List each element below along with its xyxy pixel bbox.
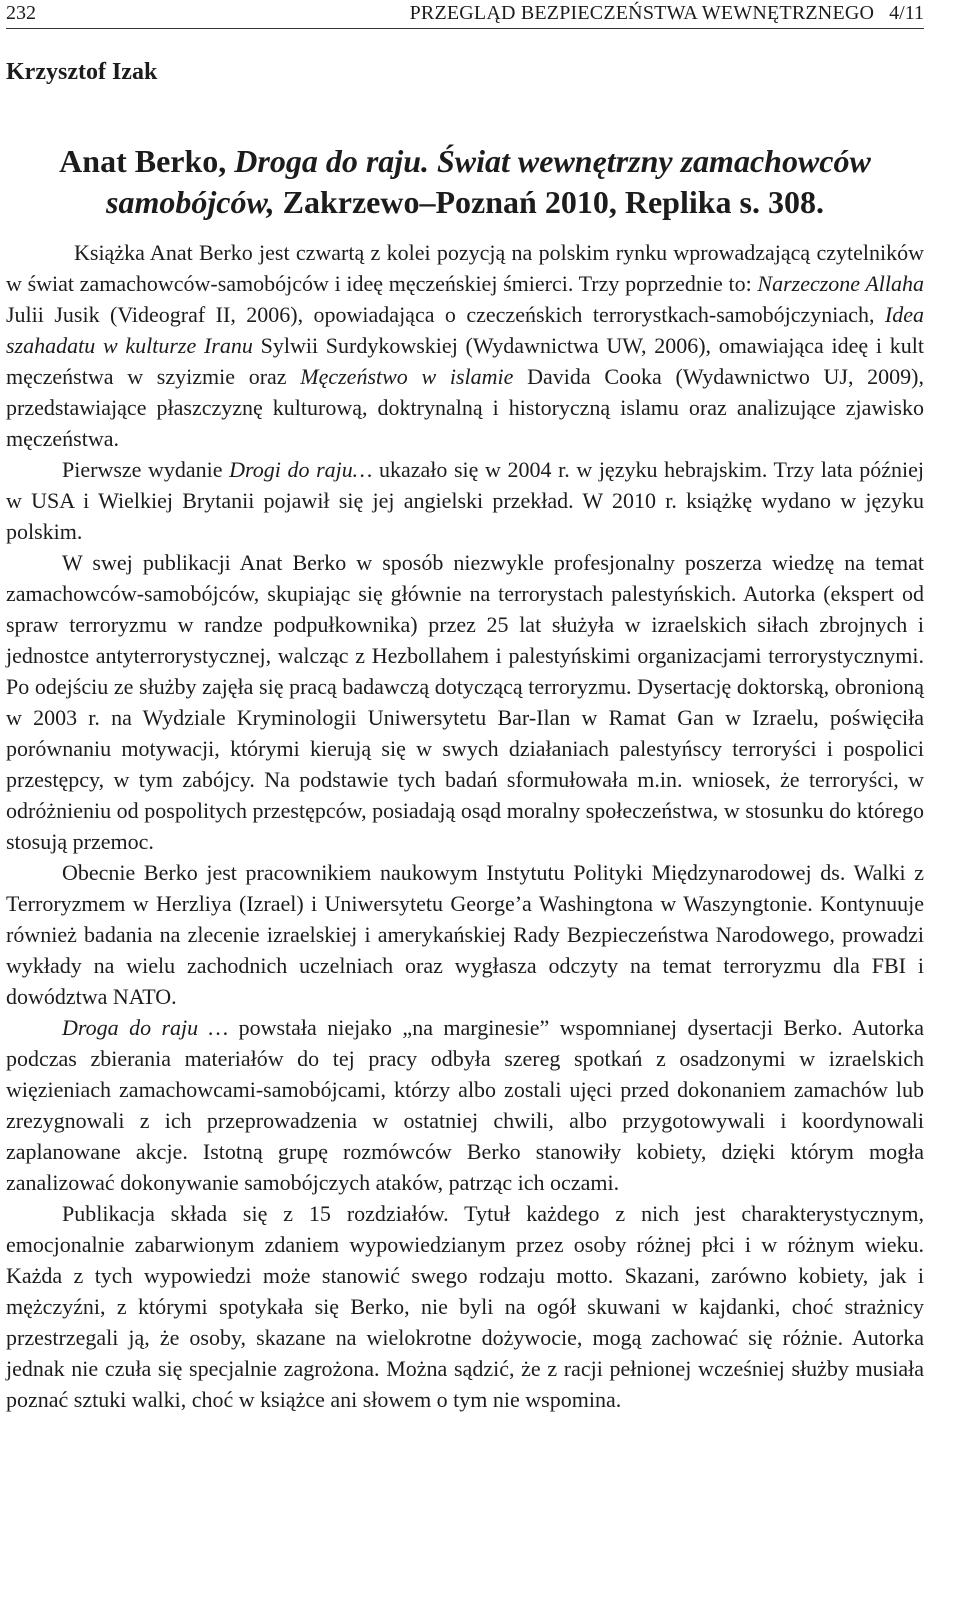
- running-header: [6, 0, 924, 29]
- paragraph-5-text: powstała niejako „na marginesie” wspomnianej dysertacji Berko. Autorka podczas zbierania materiałów do tej pracy odbyła szereg spotkań z osadzonymi w izraelskich więzieniach zamachowcami-samobójcami, którzy albo zostali ujęci przed dokonaniem zamachów lub zrezygnowali z ich przeprowadzenia w ostatniej chwili, albo przygotowywali i koordynowali zaplanowane akcje. Istotną grupę rozmówców Berko stanowiły kobiety, dzięki którym mogła zanalizować dokonywanie samobójczych ataków, patrząc ich oczami.: [6, 1015, 924, 1195]
- title-publication-info: Zakrzewo–Poznań 2010, Replika s. 308.: [274, 184, 824, 220]
- journal-title: PRZEGLĄD BEZPIECZEŃSTWA WEWNĘTRZNEGO: [409, 2, 875, 24]
- issue-number: 4/11: [889, 2, 924, 24]
- review-title: [6, 141, 924, 223]
- book-title-narzeczone: Narzeczone Allaha: [757, 271, 924, 296]
- page-number: 232: [6, 2, 36, 24]
- paragraph-4: Obecnie Berko jest pracownikiem naukowym Instytutu Polityki Międzynarodowej ds. Walki z Terroryzmem w Herzliya (Izrael) i Uniwersytetu George’a Washingtona w Waszyngtonie. Kontynuuje również badania na zlecenie izraelskiej i amerykańskiej Rady Bezpieczeństwa Narodowego, prowadzi wykłady na wielu zachodnich uczelniach oraz wygłasza odczyty na temat terroryzmu dla FBI i dowództwa NATO.: [6, 860, 924, 1009]
- book-title-droga-do-raju: Droga do raju …: [62, 1015, 229, 1040]
- book-title-idea-szahadatu: Idea szahadatu w kulturze Iranu: [6, 302, 924, 358]
- paragraph-3: W swej publikacji Anat Berko w sposób niezwykle profesjonalny poszerza wiedzę na temat zamachowców-samobójców, skupiając się głównie na terrorystach palestyńskich. Autorka (ekspert od spraw terroryzmu w randze podpułkownika) przez 25 lat służyła w izraelskich siłach zbrojnych i jednostce antyterrorystycznej, walcząc z Hezbollahem i palestyńskimi organizacjami terrorystycznymi. Po odejściu ze służby zajęła się pracą badawczą dotyczącą terroryzmu. Dysertację doktorską, obronioną w 2003 r. na Wydziale Kryminologii Uniwersytetu Bar-Ilan w Ramat Gan w Izraelu, poświęciła porównaniu motywacji, którymi kierują się w swych działaniach palestyńscy terroryści i pospolici przestępcy, w tym zabójcy. Na podstawie tych badań sformułowała m.in. wniosek, że terroryści, w odróżnieniu od pospolitych przestępców, posiadają osąd moralny społeczeństwa, w stosunku do którego stosują przemoc.: [6, 550, 924, 854]
- paragraph-2-text-b: ukazało się w 2004 r. w języku hebrajskim. Trzy lata później w USA i Wielkiej Brytanii pojawił się jej angielski przekład. W 2010 r. książkę wydano w języku polskim.: [6, 457, 924, 544]
- title-author-prefix: Anat Berko,: [59, 143, 235, 179]
- book-title-meczenstwo: Męczeństwo w islamie: [300, 364, 514, 389]
- review-author: Krzysztof Izak: [6, 59, 158, 85]
- paragraph-1-text-a: Książka Anat Berko jest czwartą z kolei pozycją na polskim rynku wprowadzającą czytelników w świat zamachowców-samobójców i ideę męczeńskiej śmierci. Trzy poprzednie to:: [6, 240, 924, 296]
- paragraph-1-text-c: Sylwii Surdykowskiej (Wydawnictwa UW, 2006), omawiająca ideę i kult męczeństwa w szyizmie oraz: [6, 333, 924, 389]
- review-body: [6, 237, 924, 1415]
- paragraph-2-text-a: Pierwsze wydanie: [62, 457, 230, 482]
- book-title-drogi-do-raju: Drogi do raju…: [229, 457, 373, 482]
- paragraph-1-text-b: Julii Jusik (Videograf II, 2006), opowiadająca o czeczeńskich terrorystkach-samobójczyniach,: [6, 302, 885, 327]
- title-book-line1: Droga do raju. Świat wewnętrzny zamachowców: [234, 143, 871, 179]
- paragraph-6: Publikacja składa się z 15 rozdziałów. Tytuł każdego z nich jest charakterystycznym, emocjonalnie zabarwionym zdaniem wypowiedzianym przez osoby różnej płci i w różnym wieku. Każda z tych wypowiedzi może stanowić swego rodzaju motto. Skazani, zarówno kobiety, jak i mężczyźni, z którymi spotykała się Berko, nie byli na ogół skuwani w kajdanki, choć strażnicy przestrzegali ją, że osoby, skazane na wielokrotne dożywocie, mogą zachować się różnie. Autorka jednak nie czuła się specjalnie zagrożona. Można sądzić, że z racji pełnionej wcześniej służby musiała poznać sztuki walki, choć w książce ani słowem o tym nie wspomina.: [6, 1201, 924, 1412]
- paragraph-1: [6, 237, 924, 454]
- paragraph-5: [6, 1012, 924, 1198]
- paragraph-2: [6, 454, 924, 547]
- journal-issue: [410, 2, 924, 25]
- title-book-line2: samobójców,: [106, 184, 275, 220]
- paragraph-1-text-d: Davida Cooka (Wydawnictwo UJ, 2009), przedstawiające płaszczyznę kulturową, doktrynalną i historyczną islamu oraz analizujące zjawisko męczeństwa.: [6, 364, 925, 451]
